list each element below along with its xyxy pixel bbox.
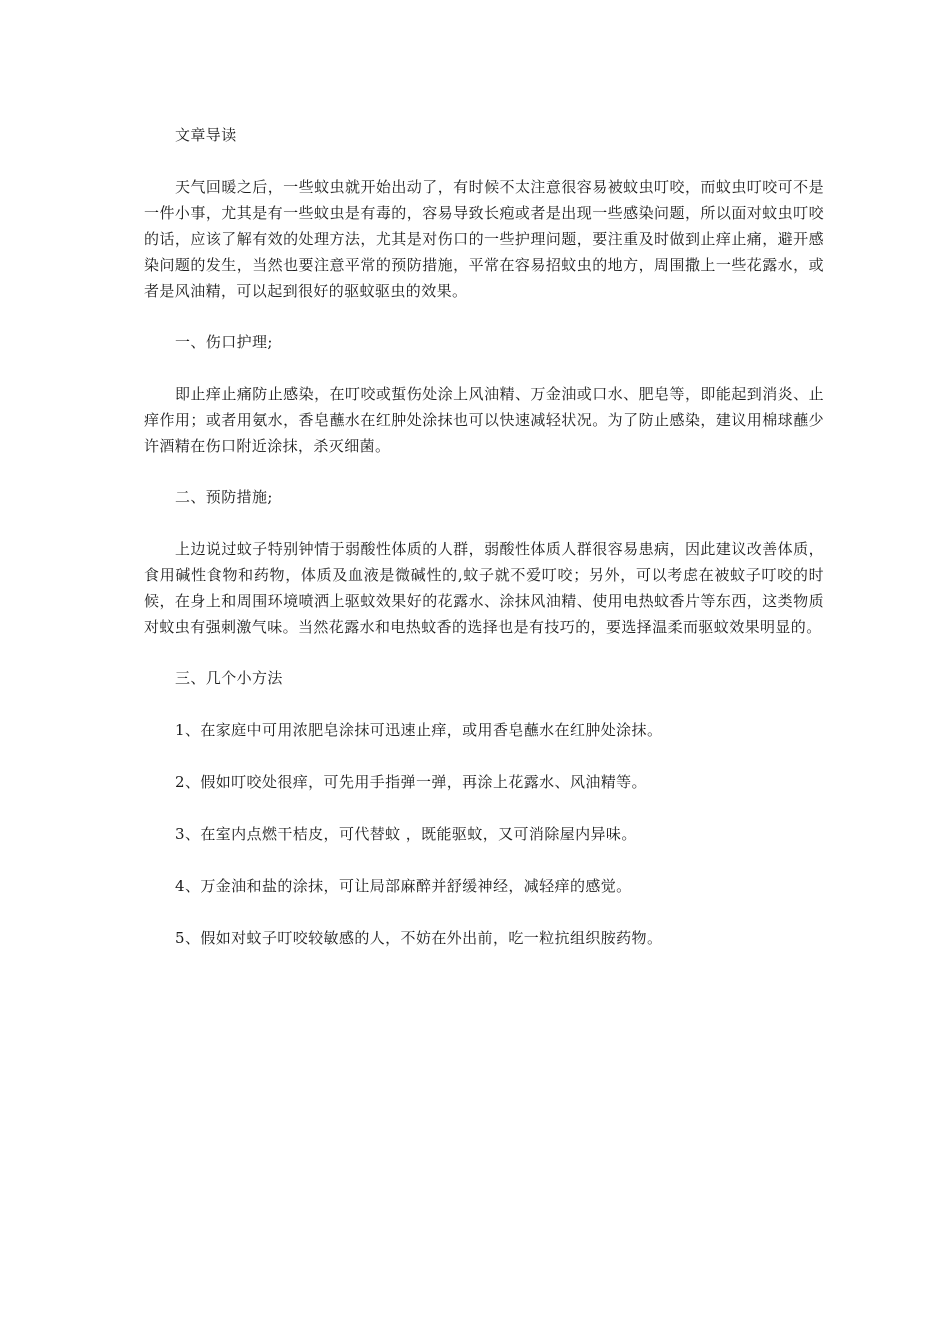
tip-item: 2、假如叮咬处很痒，可先用手指弹一弹，再涂上花露水、风油精等。 (175, 773, 647, 791)
section-heading-prevention: 二、预防措施; (175, 488, 273, 506)
intro-paragraph: 天气回暖之后，一些蚊虫就开始出动了，有时候不太注意很容易被蚊虫叮咬，而蚊虫叮咬可不是一件小事，尤其是有一些蚊虫是有毒的，容易导致长疱或者是出现一些感染问题，所以面对蚊虫叮咬的话，应该了解有效的处理方法，尤其是对伤口的一些护理问题，要注重及时做到止痒止痛，避开感染问题的发生，当然也要注意平常的预防措施，平常在容易招蚊虫的地方，周围撒上一些花露水，或者是风油精，可以起到很好的驱蚊驱虫的效果。 (144, 178, 824, 300)
section-heading-tips: 三、几个小方法 (175, 669, 283, 687)
section-heading-wound-care: 一、伤口护理; (175, 333, 273, 351)
tip-item: 1、在家庭中可用浓肥皂涂抹可迅速止痒，或用香皂蘸水在红肿处涂抹。 (175, 721, 663, 739)
tip-item: 4、万金油和盐的涂抹，可让局部麻醉并舒缓神经，减轻痒的感觉。 (175, 877, 632, 895)
article-title: 文章导读 (175, 126, 237, 144)
tip-item: 3、在室内点燃干桔皮，可代替蚊 ，既能驱蚊，又可消除屋内异味。 (175, 825, 637, 843)
section-body-prevention: 上边说过蚊子特别钟情于弱酸性体质的人群，弱酸性体质人群很容易患病，因此建议改善体质，食用碱性食物和药物，体质及血液是微碱性的,蚊子就不爱叮咬；另外，可以考虑在被蚊子叮咬的时候，在身上和周围环境喷洒上驱蚊效果好的花露水、涂抹风油精、使用电热蚊香片等东西，这类物质对蚊虫有强刺激气味。当然花露水和电热蚊香的选择也是有技巧的，要选择温柔而驱蚊效果明显的。 (144, 540, 824, 636)
article-body (144, 122, 824, 977)
section-body-wound-care: 即止痒止痛防止感染，在叮咬或蜇伤处涂上风油精、万金油或口水、肥皂等，即能起到消炎、止痒作用；或者用氨水，香皂蘸水在红肿处涂抹也可以快速减轻状况。为了防止感染，建议用棉球蘸少许酒精在伤口附近涂抹，杀灭细菌。 (144, 385, 824, 455)
tip-item: 5、假如对蚊子叮咬较敏感的人，不妨在外出前，吃一粒抗组织胺药物。 (175, 929, 663, 947)
